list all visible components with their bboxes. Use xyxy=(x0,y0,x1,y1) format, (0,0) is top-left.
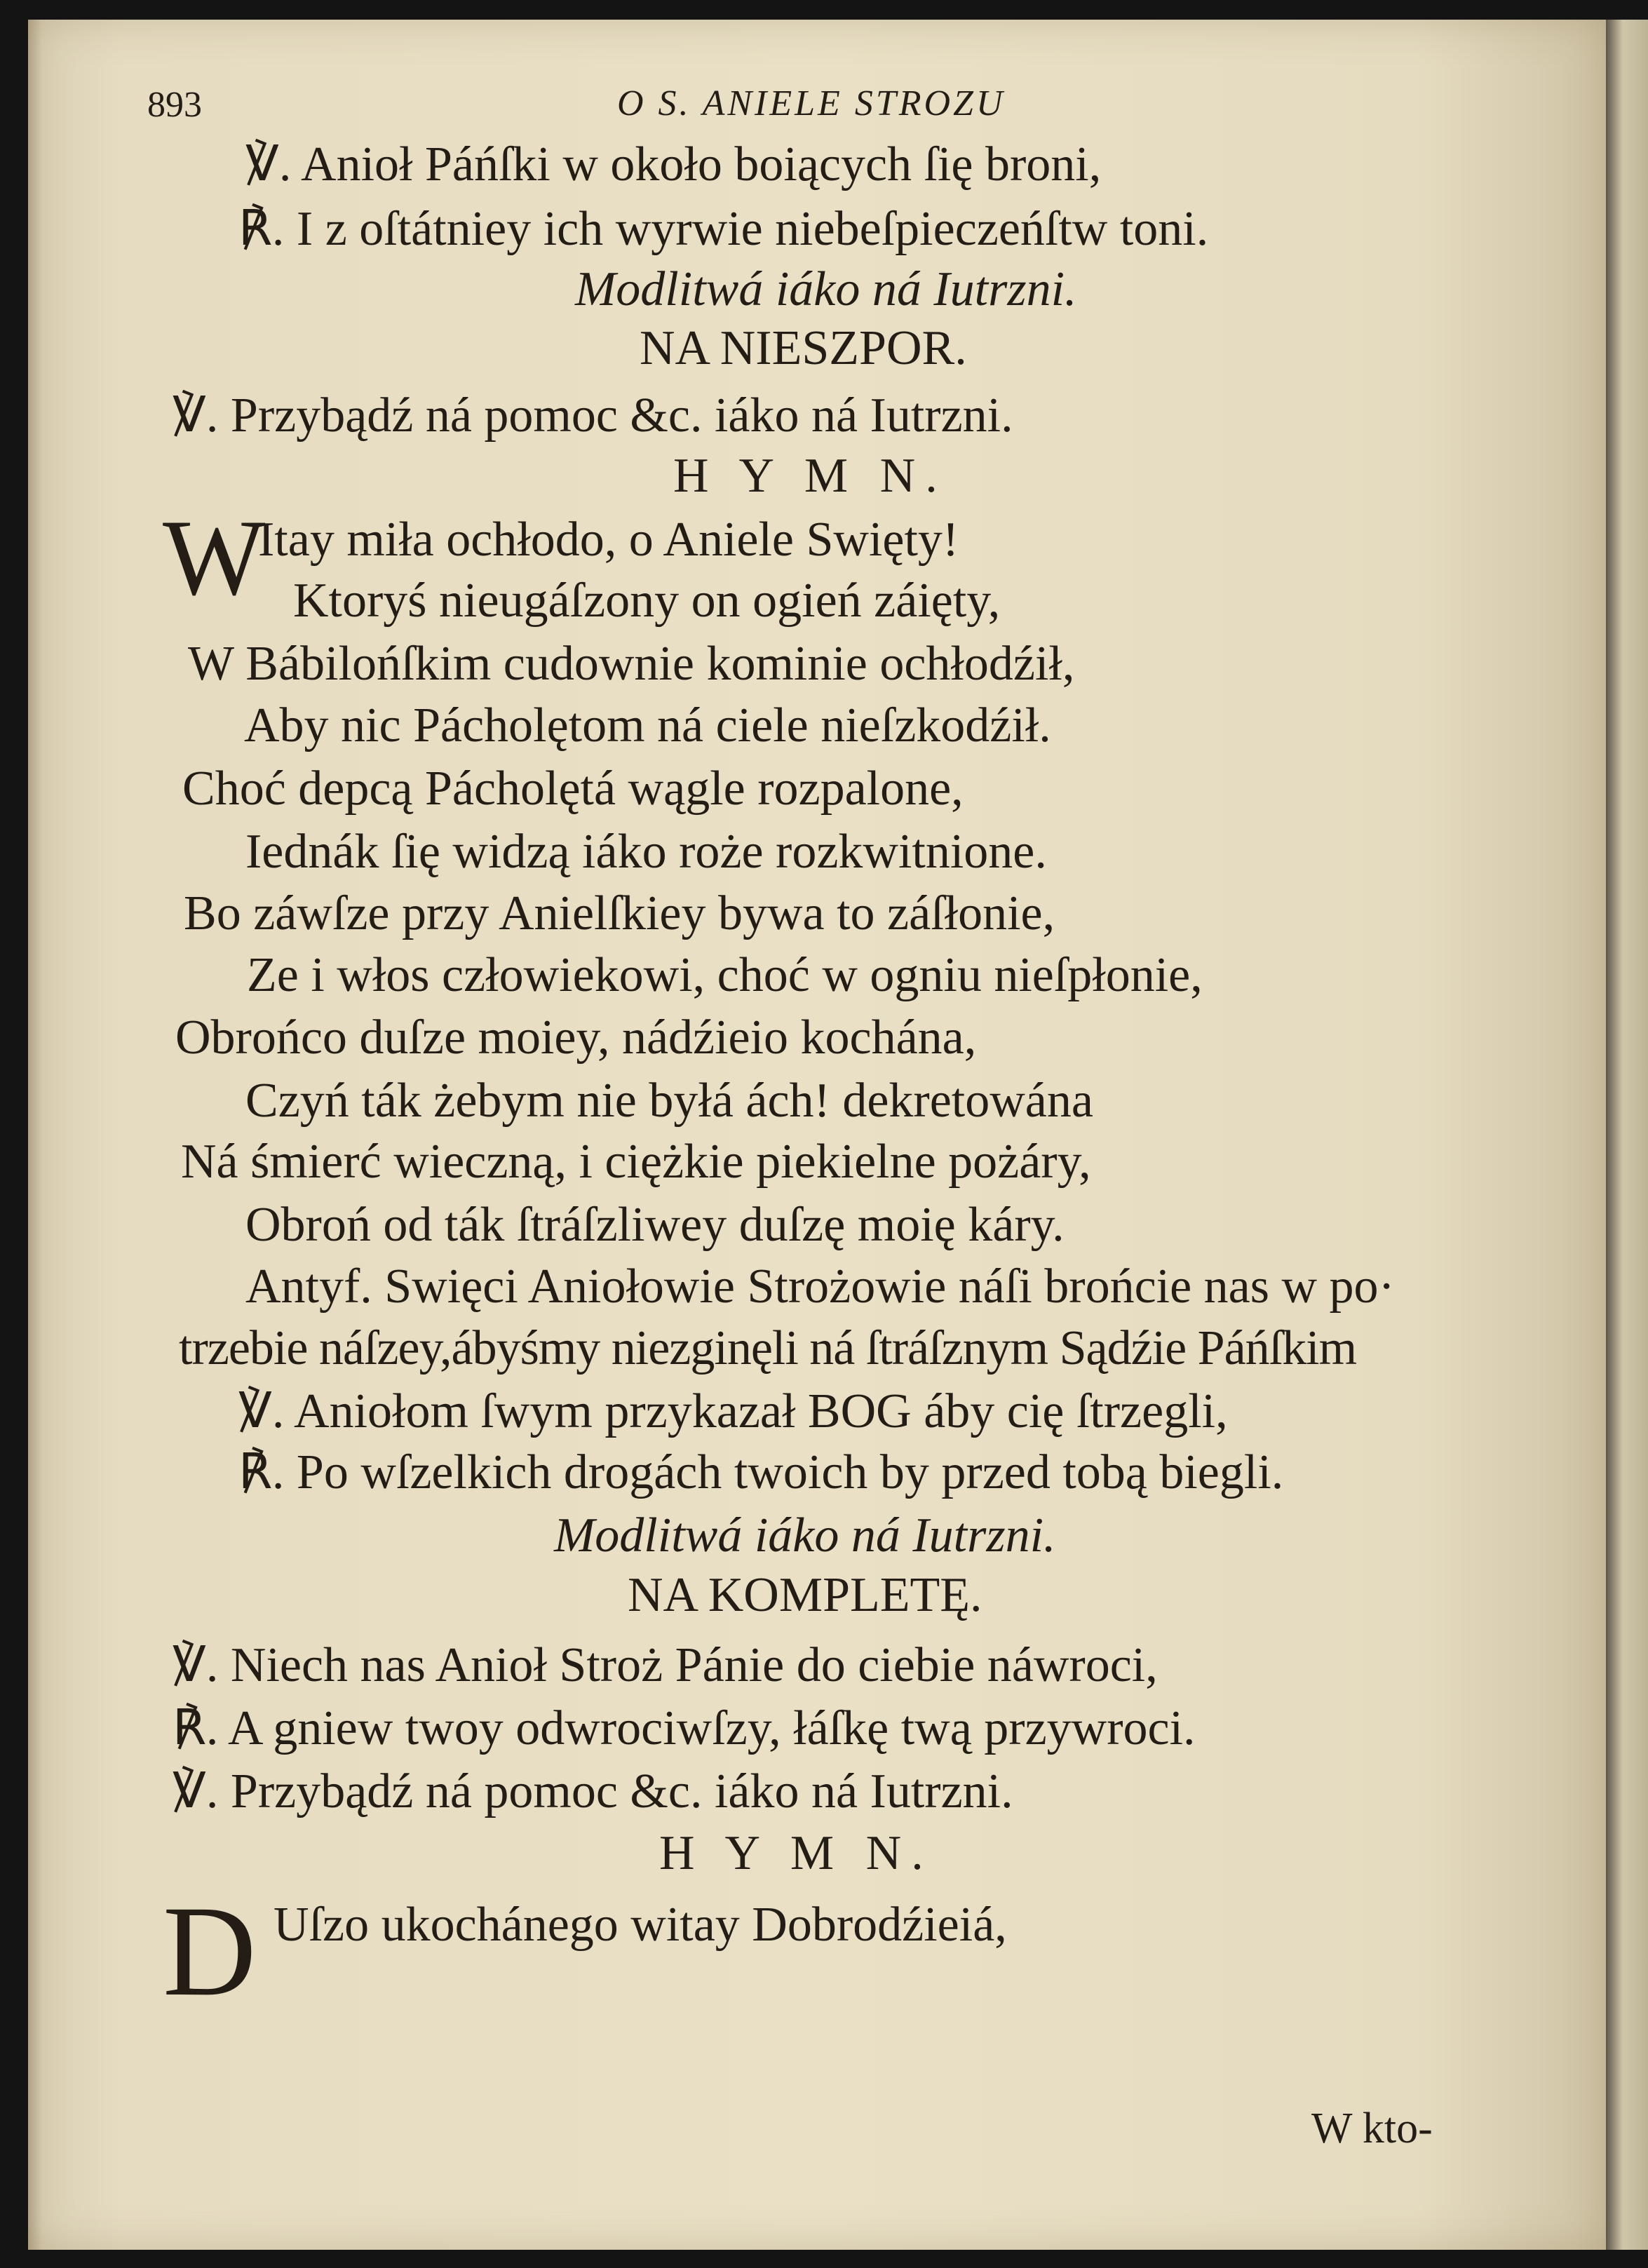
hymn-heading: H Y M N. xyxy=(659,1826,933,1880)
hymn-line: W Bábilońſkim cudownie kominie ochłodźił, xyxy=(188,637,1075,691)
hymn-line: Ná śmierć wieczną, i ciężkie piekielne pożáry, xyxy=(181,1135,1091,1189)
page-gutter-shadow xyxy=(28,20,42,2250)
hymn-line: Obrońco duſze moiey, nádźieio kochána, xyxy=(175,1011,977,1065)
verse-line: ℣. Przybądź ná pomoc &c. iáko ná Iutrzni. xyxy=(173,1764,1013,1818)
hymn-line: Choć depcą Pácholętá wągle rozpalone, xyxy=(182,762,964,816)
antiphon-line: Antyf. Swięci Aniołowie Strożowie náſi brońcie nas w po· xyxy=(245,1260,1395,1314)
response-line: ℟. Po wſzelkich drogách twoich by przed tobą biegli. xyxy=(238,1445,1284,1499)
hymn-line: Aby nic Pácholętom ná ciele nieſzkodźił. xyxy=(244,698,1051,752)
verse-line: ℣. Przybądź ná pomoc &c. iáko ná Iutrzni. xyxy=(173,389,1013,443)
drop-capital-d: D xyxy=(163,1879,257,2023)
response-line: ℟. I z oſtátniey ich wyrwie niebeſpieczeńſtw toni. xyxy=(238,202,1209,256)
section-heading-kompleta: NA KOMPLETĘ. xyxy=(628,1568,982,1622)
adjacent-page-edge xyxy=(1606,20,1648,2250)
hymn-line: Ktoryś nieugáſzony on ogień záięty, xyxy=(293,574,1001,628)
section-heading-nieszpor: NA NIESZPOR. xyxy=(640,321,967,375)
verse-line: ℣. Anioł Páńſki w około boiących ſię broni, xyxy=(245,137,1102,191)
prayer-rubric: Modlitwá iáko ná Iutrzni. xyxy=(554,1508,1056,1562)
hymn-line: Czyń ták żebym nie byłá ách! dekretowána xyxy=(245,1074,1093,1128)
page-number: 893 xyxy=(147,85,202,125)
verse-line: ℣. Niech nas Anioł Stroż Pánie do ciebie náwroci, xyxy=(173,1638,1158,1692)
hymn-line: Ze i włos człowiekowi, choć w ogniu nieſpłonie, xyxy=(247,948,1203,1002)
response-line: ℟. A gniew twoy odwrociwſzy, łáſkę twą przywroci. xyxy=(173,1701,1196,1755)
hymn-line: Uſzo ukochánego witay Dobrodźieiá, xyxy=(273,1898,1007,1952)
antiphon-line: trzebie náſzey,ábyśmy niezginęli ná ſtráſznym Sądźie Páńſkim xyxy=(179,1321,1357,1375)
catchword: W kto- xyxy=(1311,2105,1433,2152)
running-title: O S. ANIELE STROZU xyxy=(617,83,1006,123)
prayer-rubric: Modlitwá iáko ná Iutrzni. xyxy=(575,262,1077,316)
hymn-line: Bo záwſze przy Anielſkiey bywa to záſłonie, xyxy=(184,886,1055,940)
hymn-heading: H Y M N. xyxy=(673,449,947,503)
hymn-line: Obroń od ták ſtráſzliwey duſzę moię káry. xyxy=(245,1198,1065,1252)
hymn-line: Iednák ſię widzą iáko rożе rozkwitnione. xyxy=(245,825,1047,879)
drop-capital-w: W xyxy=(163,497,266,618)
hymn-line: Itay miła ochłodo, o Aniele Swięty! xyxy=(258,513,959,567)
verse-line: ℣. Aniołom ſwym przykazał BOG áby cię ſtrzegli, xyxy=(238,1384,1228,1438)
